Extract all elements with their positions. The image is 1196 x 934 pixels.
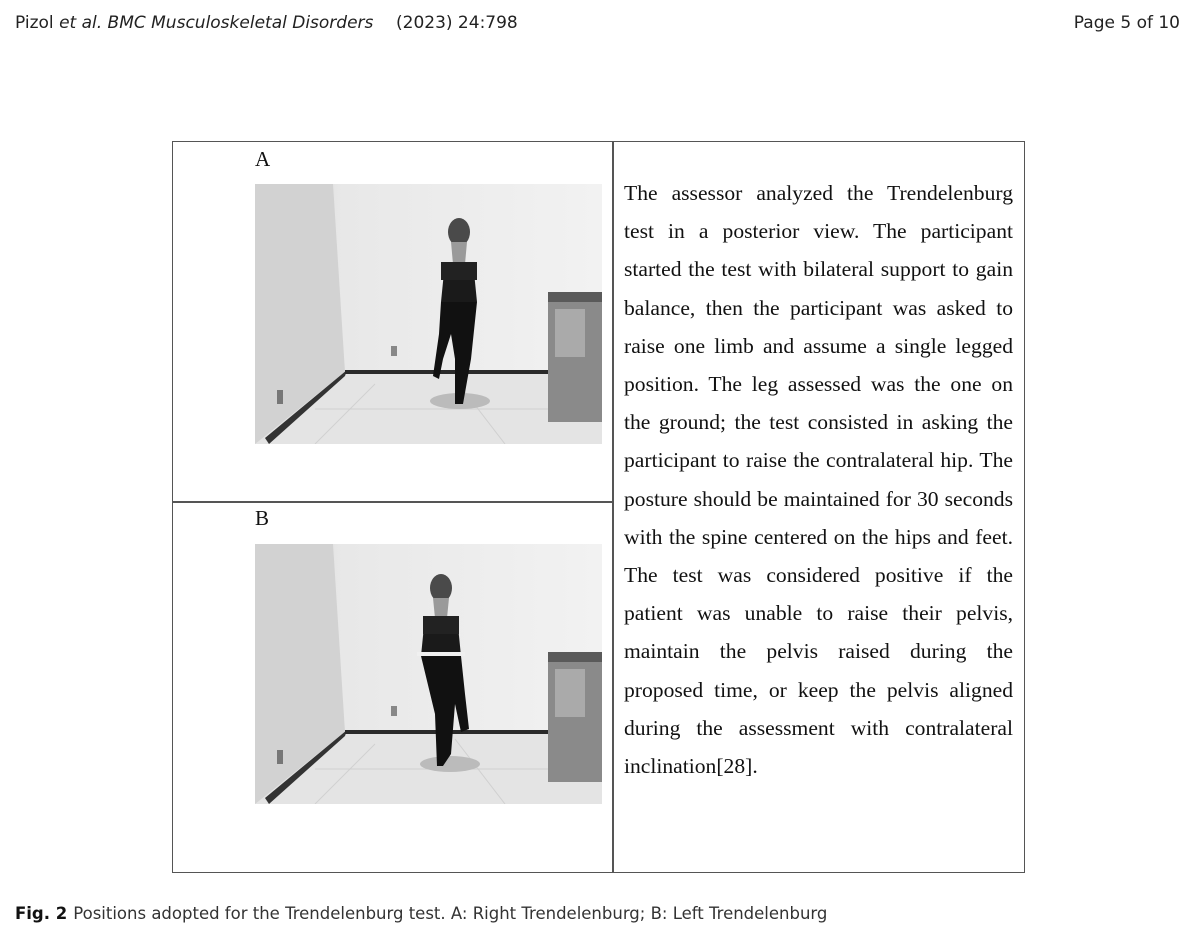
header-journal: et al. BMC Musculoskeletal Disorders: [59, 13, 374, 33]
header-year-volume: (2023) 24:798: [396, 13, 518, 33]
figure-caption-label: Fig. 2: [15, 904, 68, 923]
figure-2-table: [172, 141, 1025, 873]
panel-a-photo: [255, 184, 602, 444]
column-divider: [612, 142, 614, 872]
header-authors: Pizol: [15, 13, 54, 33]
panel-a-label: A: [255, 147, 271, 171]
figure-caption-text: Positions adopted for the Trendelenburg test. A: Right Trendelenburg; B: Left Trendelenburg: [73, 904, 828, 923]
panel-b-label: B: [255, 506, 270, 530]
header-page-number: Page 5 of 10: [1073, 13, 1180, 33]
running-header-citation: [15, 13, 373, 33]
figure-description-text: The assessor analyzed the Trendelenburg test in a posterior view. The participant started the test with bilateral support to gain balance, then the participant was asked to raise one limb and assume a single legged position. The leg assessed was the one on the ground; the test consisted in asking the participant to raise the contralateral hip. The posture should be maintained for 30 seconds with the spine centered on the hips and feet. The test was considered positive if the patient was unable to raise their pelvis, maintain the pelvis raised during the proposed time, or keep the pelvis aligned during the assessment with contralateral inclination[28].: [624, 181, 1013, 779]
panel-b-photo: [255, 544, 602, 804]
row-divider: [173, 501, 613, 503]
figure-caption: [15, 904, 827, 923]
